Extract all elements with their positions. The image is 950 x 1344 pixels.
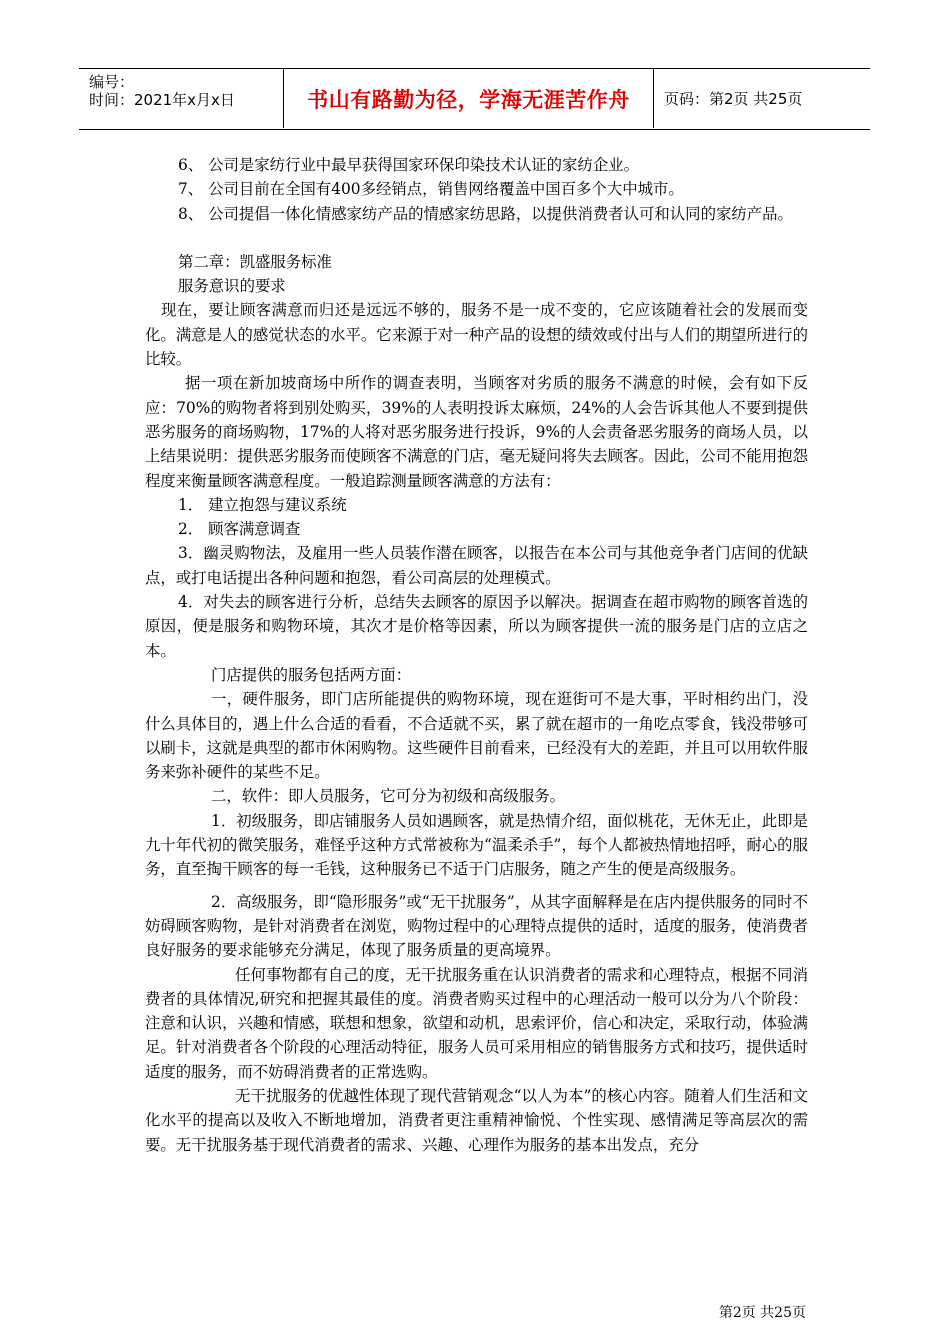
paragraph: 8、 公司提倡一体化情感家纺产品的情感家纺思路，以提供消费者认可和认同的家纺产品。 <box>178 204 793 223</box>
paragraph: 二，软件：即人员服务，它可分为初级和高级服务。 <box>211 787 565 806</box>
list-item: 3．幽灵购物法，及雇用一些人员装作潜在顾客，以报告在本公司与其他竞争者门店间的优缺点，或打电话提出各种问题和抱怨，看公司高层的处理模式。 <box>145 544 808 587</box>
paragraph: 1．初级服务，即店铺服务人员如遇顾客，就是热情介绍，面似桃花，无休无止，此即是九十年代初的微笑服务，难怪乎这种方式常被称为“温柔杀手”，每个人都被热情地招呼，耐心的服务，直至掏干顾客的每一毛钱，这种服务已不适于门店服务，随之产生的便是高级服务。 <box>145 811 808 879</box>
document-number-label: 编号： <box>89 73 135 91</box>
list-item: 2． 顾客满意调查 <box>178 520 301 539</box>
chapter-heading: 第二章：凯盛服务标准 <box>178 252 332 271</box>
document-time-label: 时间：2021年x月x日 <box>89 91 235 109</box>
paragraph: 无干扰服务的优越性体现了现代营销观念“以人为本”的核心内容。随着人们生活和文化水平的提高以及收入不断地增加，消费者更注重精神愉悦、个性实现、感情满足等高层次的需要。无干扰服务基于现代消费者的需求、兴趣、心理作为服务的基本出发点，充分 <box>145 1086 808 1154</box>
paragraph: 6、 公司是家纺行业中最早获得国家环保印染技术认证的家纺企业。 <box>178 156 640 174</box>
list-item: 1． 建立抱怨与建议系统 <box>178 495 347 514</box>
list-item: 4．对失去的顾客进行分析，总结失去顾客的原因予以解决。据调查在超市购物的顾客首选的原因，便是服务和购物环境，其次才是价格等因素，所以为顾客提供一流的服务是门店的立店之本。 <box>145 593 808 660</box>
paragraph: 据一项在新加坡商场中所作的调查表明，当顾客对劣质的服务不满意的时候，会有如下反应：70%的购物者将到别处购买，39%的人表明投诉太麻烦，24%的人会告诉其他人不要到提供恶劣服务的商场购物，17%的人将对恶劣服务进行投诉，9%的人会责备恶劣服务的商场人员，以上结果说明：提供恶劣服务而使顾客不满意的门店，毫无疑问将失去顾客。因此，公司不能用抱怨程度来衡量顾客满意程度。一般追踪测量顾客满意的方法有： <box>145 374 808 490</box>
paragraph: 现在，要让顾客满意而归还是远远不够的，服务不是一成不变的，它应该随着社会的发展而变化。满意是人的感觉状态的水平。它来源于对一种产品的设想的绩效或付出与人们的期望所进行的比较。 <box>145 301 808 369</box>
section-heading: 服务意识的要求 <box>178 277 286 296</box>
paragraph: 2．高级服务，即“隐形服务”或“无干扰服务”，从其字面解释是在店内提供服务的同时不妨碍顾客购物，是针对消费者在浏览，购物过程中的心理特点提供的适时，适度的服务，使消费者良好服务的要求能够充分满足，体现了服务质量的更高境界。 <box>145 892 808 960</box>
document-body <box>145 153 808 1157</box>
header-motto: 书山有路勤为径，学海无涯苦作舟 <box>283 69 654 128</box>
header-meta <box>79 69 283 128</box>
page-footer: 第2页 共25页 <box>718 1305 806 1321</box>
paragraph: 7、 公司目前在全国有400多经销点，销售网络覆盖中国百多个大中城市。 <box>178 180 684 199</box>
paragraph: 门店提供的服务包括两方面： <box>211 665 412 684</box>
page-header <box>79 68 870 130</box>
header-page-label: 页码：第2页 共25页 <box>664 90 803 108</box>
paragraph: 一，硬件服务，即门店所能提供的购物环境，现在逛街可不是大事，平时相约出门，没什么具体目的，遇上什么合适的看看，不合适就不买，累了就在超市的一角吃点零食，钱没带够可以刷卡，这就是典型的都市休闲购物。这些硬件目前看来，已经没有大的差距，并且可以用软件服务来弥补硬件的某些不足。 <box>145 690 808 782</box>
paragraph: 任何事物都有自己的度，无干扰服务重在认识消费者的需求和心理特点，根据不同消费者的具体情况,研究和把握其最佳的度。消费者购买过程中的心理活动一般可以分为八个阶段：注意和认识，兴趣和情感，联想和想象，欲望和动机，思索评价，信心和决定，采取行动，体验满足。针对消费者各个阶段的心理活动特征，服务人员可采用相应的销售服务方式和技巧，提供适时适度的服务，而不妨碍消费者的正常选购。 <box>145 965 808 1081</box>
